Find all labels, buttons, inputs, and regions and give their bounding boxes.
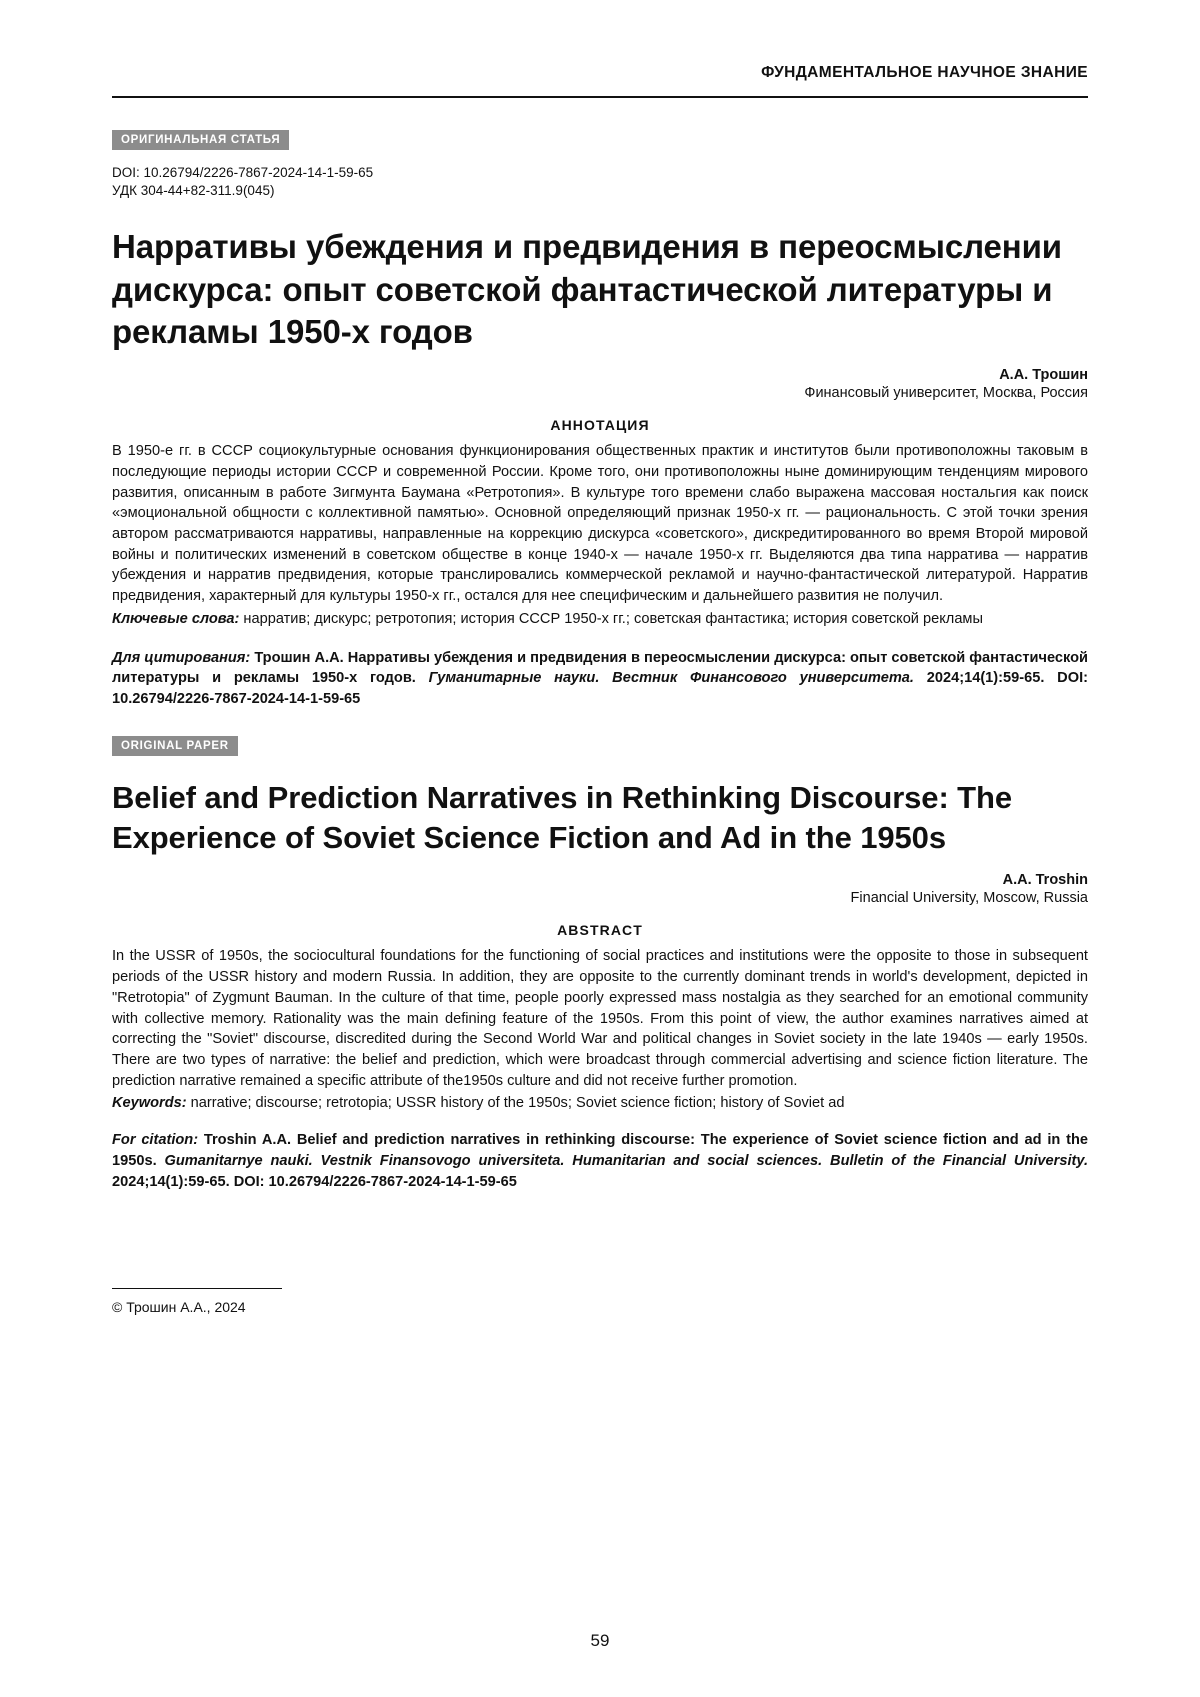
citation-tail-en: 2024;14(1):59-65. DOI: 10.26794/2226-7867-2024-14-1-59-65 bbox=[112, 1173, 517, 1190]
keywords-label-en: Keywords: bbox=[112, 1095, 187, 1112]
citation-journal-ru: Гуманитарные науки. Вестник Финансового университета. bbox=[428, 670, 914, 687]
keywords-en bbox=[112, 1093, 1088, 1114]
page-number: 59 bbox=[590, 1631, 610, 1650]
citation-tail-ru: 2024;14(1):59-65. DOI: 10.26794/2226-7867-2024-14-1-59-65 bbox=[112, 670, 1088, 708]
citation-ru bbox=[112, 648, 1088, 710]
abstract-text-ru: В 1950-е гг. в СССР социокультурные основания функционирования общественных практик и институтов были противоположны таковым в последующие периоды истории СССР и современной России. Кроме того, они противоположны ныне доминирующим тенденциям мирового развития, описанным в работе Зигмунта Баумана «Ретротопия». В культуре того времени слабо выражена массовая ностальгия как поиск «эмоциональной общности с коллективной памятью». Основной определяющий признак 1950-х гг. — рациональность. С этой точки зрения автором рассматриваются нарративы, направленные на коррекцию дискурса «советского», дискредитированного во время Второй мировой войны и политических изменений в советском обществе в конце 1940-х — начале 1950-х гг. Выделяются два типа нарратива — нарратив убеждения и нарратив предвидения, которые транслировались коммерческой рекламой и научно-фантастической литературой. Нарратив предвидения, характерный для культуры 1950-х гг., остался для нее специфическим и дальнейшего развития не получил. bbox=[112, 443, 1088, 605]
author-name-ru: А.А. Трошин bbox=[999, 367, 1088, 384]
running-head: ФУНДАМЕНТАЛЬНОЕ НАУЧНОЕ ЗНАНИЕ bbox=[761, 64, 1088, 81]
russian-section bbox=[112, 98, 1088, 710]
identifiers-ru bbox=[112, 164, 1088, 200]
citation-main-en: Troshin A.A. Belief and prediction narratives in rethinking discourse: The experience of Soviet science fiction and ad in the 1950s. bbox=[112, 1132, 1088, 1169]
article-title-ru: Нарративы убеждения и предвидения в переосмыслении дискурса: опыт советской фантастической литературы и рекламы 1950-х годов bbox=[112, 228, 1062, 350]
abstract-text-en: In the USSR of 1950s, the sociocultural foundations for the functioning of social practices and institutions were the opposite to those in subsequent periods of the USSR history and modern Russia. In addition, they are opposite to the currently dominant trends in world's development, depicted in "Retrotopia" of Zygmunt Bauman. In the culture of that time, people poorly expressed mass nostalgia as they searched for an emotional community with collective memory. Rationality was the main defining feature of the 1950s. From this point of view, the author examines narratives aimed at correcting the "Soviet" discourse, discredited during the Second World War and political changes in Soviet society in the late 1940s — early 1950s. There are two types of narrative: the belief and prediction, which were broadcast through commercial advertising and science fiction literature. The prediction narrative remained a specific attribute of the1950s culture and did not receive further promotion. bbox=[112, 948, 1088, 1089]
keywords-label-ru: Ключевые слова: bbox=[112, 610, 240, 627]
author-name-en: A.A. Troshin bbox=[1002, 872, 1088, 889]
keywords-text-en: narrative; discourse; retrotopia; USSR history of the 1950s; Soviet science fiction; history of Soviet ad bbox=[190, 1095, 845, 1112]
citation-label-en: For citation: bbox=[112, 1132, 199, 1149]
article-type-badge-en: ORIGINAL PAPER bbox=[112, 736, 238, 756]
doi-ru: DOI: 10.26794/2226-7867-2024-14-1-59-65 bbox=[112, 165, 374, 180]
udk-ru: УДК 304-44+82-311.9(045) bbox=[112, 183, 275, 199]
keywords-text-ru: нарратив; дискурс; ретротопия; история СССР 1950-х гг.; советская фантастика; история советской рекламы bbox=[243, 610, 983, 627]
english-section bbox=[112, 710, 1088, 1193]
footer-divider bbox=[112, 1288, 282, 1289]
abstract-label-en: ABSTRACT bbox=[557, 922, 643, 939]
article-type-badge-ru: ОРИГИНАЛЬНАЯ СТАТЬЯ bbox=[112, 130, 289, 150]
keywords-ru bbox=[112, 609, 1088, 630]
abstract-label-ru: АННОТАЦИЯ bbox=[550, 417, 650, 434]
author-affiliation-en: Financial University, Moscow, Russia bbox=[850, 890, 1088, 907]
copyright-notice: © Трошин А.А., 2024 bbox=[112, 1299, 246, 1316]
citation-main-ru: Трошин А.А. Нарративы убеждения и предвидения в переосмыслении дискурса: опыт советской фантастической литературы и рекламы 1950-х годов. bbox=[112, 649, 1088, 687]
article-title-en: Belief and Prediction Narratives in Rethinking Discourse: The Experience of Soviet Science Fiction and Ad in the 1950s bbox=[112, 779, 1012, 856]
citation-en bbox=[112, 1130, 1088, 1192]
citation-journal-en: Gumanitarnye nauki. Vestnik Finansovogo universiteta. Humanitarian and social sciences. Bulletin of the Financial University. bbox=[164, 1152, 1088, 1169]
citation-label-ru: Для цитирования: bbox=[112, 649, 251, 666]
author-affiliation-ru: Финансовый университет, Москва, Россия bbox=[804, 385, 1088, 402]
